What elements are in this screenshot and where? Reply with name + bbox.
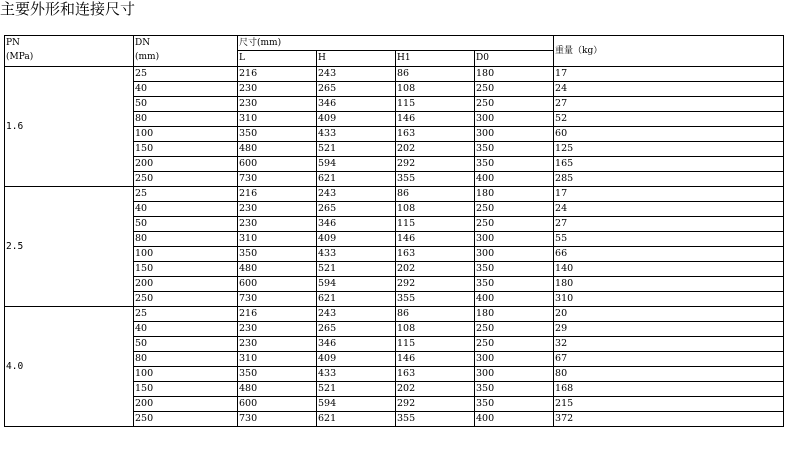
h-cell: 409 — [317, 232, 396, 247]
weight-cell: 165 — [554, 157, 784, 172]
h1-cell: 108 — [396, 202, 475, 217]
l-cell: 350 — [238, 247, 317, 262]
l-cell: 350 — [238, 367, 317, 382]
d0-cell: 250 — [475, 322, 554, 337]
weight-cell: 67 — [554, 352, 784, 367]
l-cell: 230 — [238, 217, 317, 232]
h1-cell: 355 — [396, 172, 475, 187]
dn-cell: 100 — [134, 127, 238, 142]
h-cell: 409 — [317, 112, 396, 127]
h1-cell: 292 — [396, 157, 475, 172]
l-cell: 310 — [238, 352, 317, 367]
dn-cell: 80 — [134, 112, 238, 127]
l-cell: 730 — [238, 412, 317, 427]
l-header: L — [238, 51, 317, 67]
h-cell: 521 — [317, 382, 396, 397]
l-cell: 216 — [238, 187, 317, 202]
dn-unit-header: (mm) — [135, 52, 160, 62]
h1-cell: 355 — [396, 292, 475, 307]
dn-cell: 50 — [134, 337, 238, 352]
page-title: 主要外形和连接尺寸 — [0, 0, 136, 18]
h-header: H — [317, 51, 396, 67]
weight-cell: 60 — [554, 127, 784, 142]
l-cell: 480 — [238, 142, 317, 157]
h1-cell: 202 — [396, 262, 475, 277]
d0-cell: 350 — [475, 157, 554, 172]
d0-cell: 180 — [475, 67, 554, 82]
pn-cell: 1.6 — [5, 67, 134, 187]
dn-cell: 25 — [134, 67, 238, 82]
weight-cell: 66 — [554, 247, 784, 262]
dims-header: 尺寸(mm) — [238, 36, 554, 51]
h1-cell: 115 — [396, 217, 475, 232]
h1-cell: 202 — [396, 142, 475, 157]
dn-cell: 50 — [134, 97, 238, 112]
pn-header: PN — [6, 38, 20, 48]
weight-cell: 20 — [554, 307, 784, 322]
l-cell: 480 — [238, 382, 317, 397]
h-cell: 621 — [317, 172, 396, 187]
dn-cell: 80 — [134, 352, 238, 367]
h1-cell: 108 — [396, 82, 475, 97]
l-cell: 216 — [238, 307, 317, 322]
pn-header-cell — [5, 36, 134, 67]
d0-cell: 180 — [475, 187, 554, 202]
weight-cell: 27 — [554, 97, 784, 112]
weight-cell: 27 — [554, 217, 784, 232]
h-cell: 521 — [317, 142, 396, 157]
dn-cell: 40 — [134, 322, 238, 337]
d0-cell: 350 — [475, 277, 554, 292]
l-cell: 230 — [238, 202, 317, 217]
weight-cell: 52 — [554, 112, 784, 127]
weight-cell: 55 — [554, 232, 784, 247]
dn-cell: 25 — [134, 307, 238, 322]
h-cell: 621 — [317, 292, 396, 307]
h-cell: 346 — [317, 97, 396, 112]
dn-cell: 50 — [134, 217, 238, 232]
dn-cell: 40 — [134, 82, 238, 97]
h-cell: 243 — [317, 307, 396, 322]
d0-cell: 400 — [475, 412, 554, 427]
dn-cell: 25 — [134, 187, 238, 202]
l-cell: 600 — [238, 277, 317, 292]
dimensions-table-body — [5, 36, 784, 427]
h-cell: 243 — [317, 187, 396, 202]
h1-cell: 86 — [396, 307, 475, 322]
d0-cell: 250 — [475, 82, 554, 97]
dn-cell: 150 — [134, 382, 238, 397]
h-cell: 346 — [317, 217, 396, 232]
weight-cell: 32 — [554, 337, 784, 352]
dn-cell: 200 — [134, 277, 238, 292]
h1-cell: 146 — [396, 232, 475, 247]
weight-cell: 180 — [554, 277, 784, 292]
weight-cell: 24 — [554, 82, 784, 97]
pn-cell: 4.0 — [5, 307, 134, 427]
l-cell: 230 — [238, 97, 317, 112]
weight-cell: 372 — [554, 412, 784, 427]
d0-cell: 400 — [475, 292, 554, 307]
d0-cell: 250 — [475, 217, 554, 232]
weight-cell: 125 — [554, 142, 784, 157]
dn-cell: 80 — [134, 232, 238, 247]
h-cell: 433 — [317, 127, 396, 142]
h1-cell: 108 — [396, 322, 475, 337]
d0-cell: 350 — [475, 262, 554, 277]
h1-cell: 115 — [396, 97, 475, 112]
l-cell: 480 — [238, 262, 317, 277]
d0-cell: 250 — [475, 337, 554, 352]
dn-cell: 200 — [134, 157, 238, 172]
weight-cell: 215 — [554, 397, 784, 412]
d0-cell: 350 — [475, 382, 554, 397]
d0-cell: 400 — [475, 172, 554, 187]
h-cell: 594 — [317, 157, 396, 172]
h1-header: H1 — [396, 51, 475, 67]
h-cell: 265 — [317, 82, 396, 97]
l-cell: 350 — [238, 127, 317, 142]
d0-cell: 250 — [475, 202, 554, 217]
h-cell: 409 — [317, 352, 396, 367]
h-cell: 433 — [317, 367, 396, 382]
weight-cell: 80 — [554, 367, 784, 382]
d0-cell: 300 — [475, 127, 554, 142]
h-cell: 346 — [317, 337, 396, 352]
l-cell: 216 — [238, 67, 317, 82]
dn-cell: 100 — [134, 367, 238, 382]
h1-cell: 146 — [396, 352, 475, 367]
d0-header: D0 — [475, 51, 554, 67]
weight-cell: 310 — [554, 292, 784, 307]
l-cell: 730 — [238, 292, 317, 307]
dn-header: DN — [135, 38, 151, 48]
h1-cell: 86 — [396, 67, 475, 82]
dn-cell: 250 — [134, 172, 238, 187]
dn-cell: 250 — [134, 292, 238, 307]
weight-cell: 140 — [554, 262, 784, 277]
weight-cell: 17 — [554, 67, 784, 82]
h1-cell: 355 — [396, 412, 475, 427]
h1-cell: 292 — [396, 397, 475, 412]
weight-cell: 24 — [554, 202, 784, 217]
h1-cell: 163 — [396, 367, 475, 382]
d0-cell: 300 — [475, 247, 554, 262]
l-cell: 310 — [238, 112, 317, 127]
table-row — [5, 307, 784, 322]
l-cell: 230 — [238, 82, 317, 97]
l-cell: 600 — [238, 397, 317, 412]
dimensions-table — [4, 35, 784, 427]
h-cell: 433 — [317, 247, 396, 262]
dn-cell: 200 — [134, 397, 238, 412]
d0-cell: 300 — [475, 232, 554, 247]
h1-cell: 163 — [396, 247, 475, 262]
h1-cell: 202 — [396, 382, 475, 397]
d0-cell: 180 — [475, 307, 554, 322]
pn-cell: 2.5 — [5, 187, 134, 307]
d0-cell: 350 — [475, 142, 554, 157]
pn-unit-header: (MPa) — [6, 52, 34, 62]
d0-cell: 300 — [475, 112, 554, 127]
l-cell: 230 — [238, 337, 317, 352]
table-row — [5, 187, 784, 202]
h-cell: 265 — [317, 322, 396, 337]
dn-cell: 150 — [134, 262, 238, 277]
h1-cell: 86 — [396, 187, 475, 202]
d0-cell: 350 — [475, 397, 554, 412]
l-cell: 730 — [238, 172, 317, 187]
l-cell: 230 — [238, 322, 317, 337]
weight-header: 重量（kg） — [554, 36, 784, 67]
dn-cell: 100 — [134, 247, 238, 262]
h-cell: 621 — [317, 412, 396, 427]
header-row — [5, 36, 784, 51]
h-cell: 521 — [317, 262, 396, 277]
h-cell: 594 — [317, 397, 396, 412]
dn-header-cell — [134, 36, 238, 67]
weight-cell: 285 — [554, 172, 784, 187]
weight-cell: 29 — [554, 322, 784, 337]
h-cell: 594 — [317, 277, 396, 292]
weight-cell: 168 — [554, 382, 784, 397]
d0-cell: 250 — [475, 97, 554, 112]
d0-cell: 300 — [475, 352, 554, 367]
dn-cell: 40 — [134, 202, 238, 217]
dn-cell: 250 — [134, 412, 238, 427]
weight-cell: 17 — [554, 187, 784, 202]
d0-cell: 300 — [475, 367, 554, 382]
l-cell: 600 — [238, 157, 317, 172]
table-row — [5, 67, 784, 82]
h1-cell: 163 — [396, 127, 475, 142]
h-cell: 243 — [317, 67, 396, 82]
h1-cell: 146 — [396, 112, 475, 127]
h1-cell: 115 — [396, 337, 475, 352]
h1-cell: 292 — [396, 277, 475, 292]
h-cell: 265 — [317, 202, 396, 217]
l-cell: 310 — [238, 232, 317, 247]
dn-cell: 150 — [134, 142, 238, 157]
